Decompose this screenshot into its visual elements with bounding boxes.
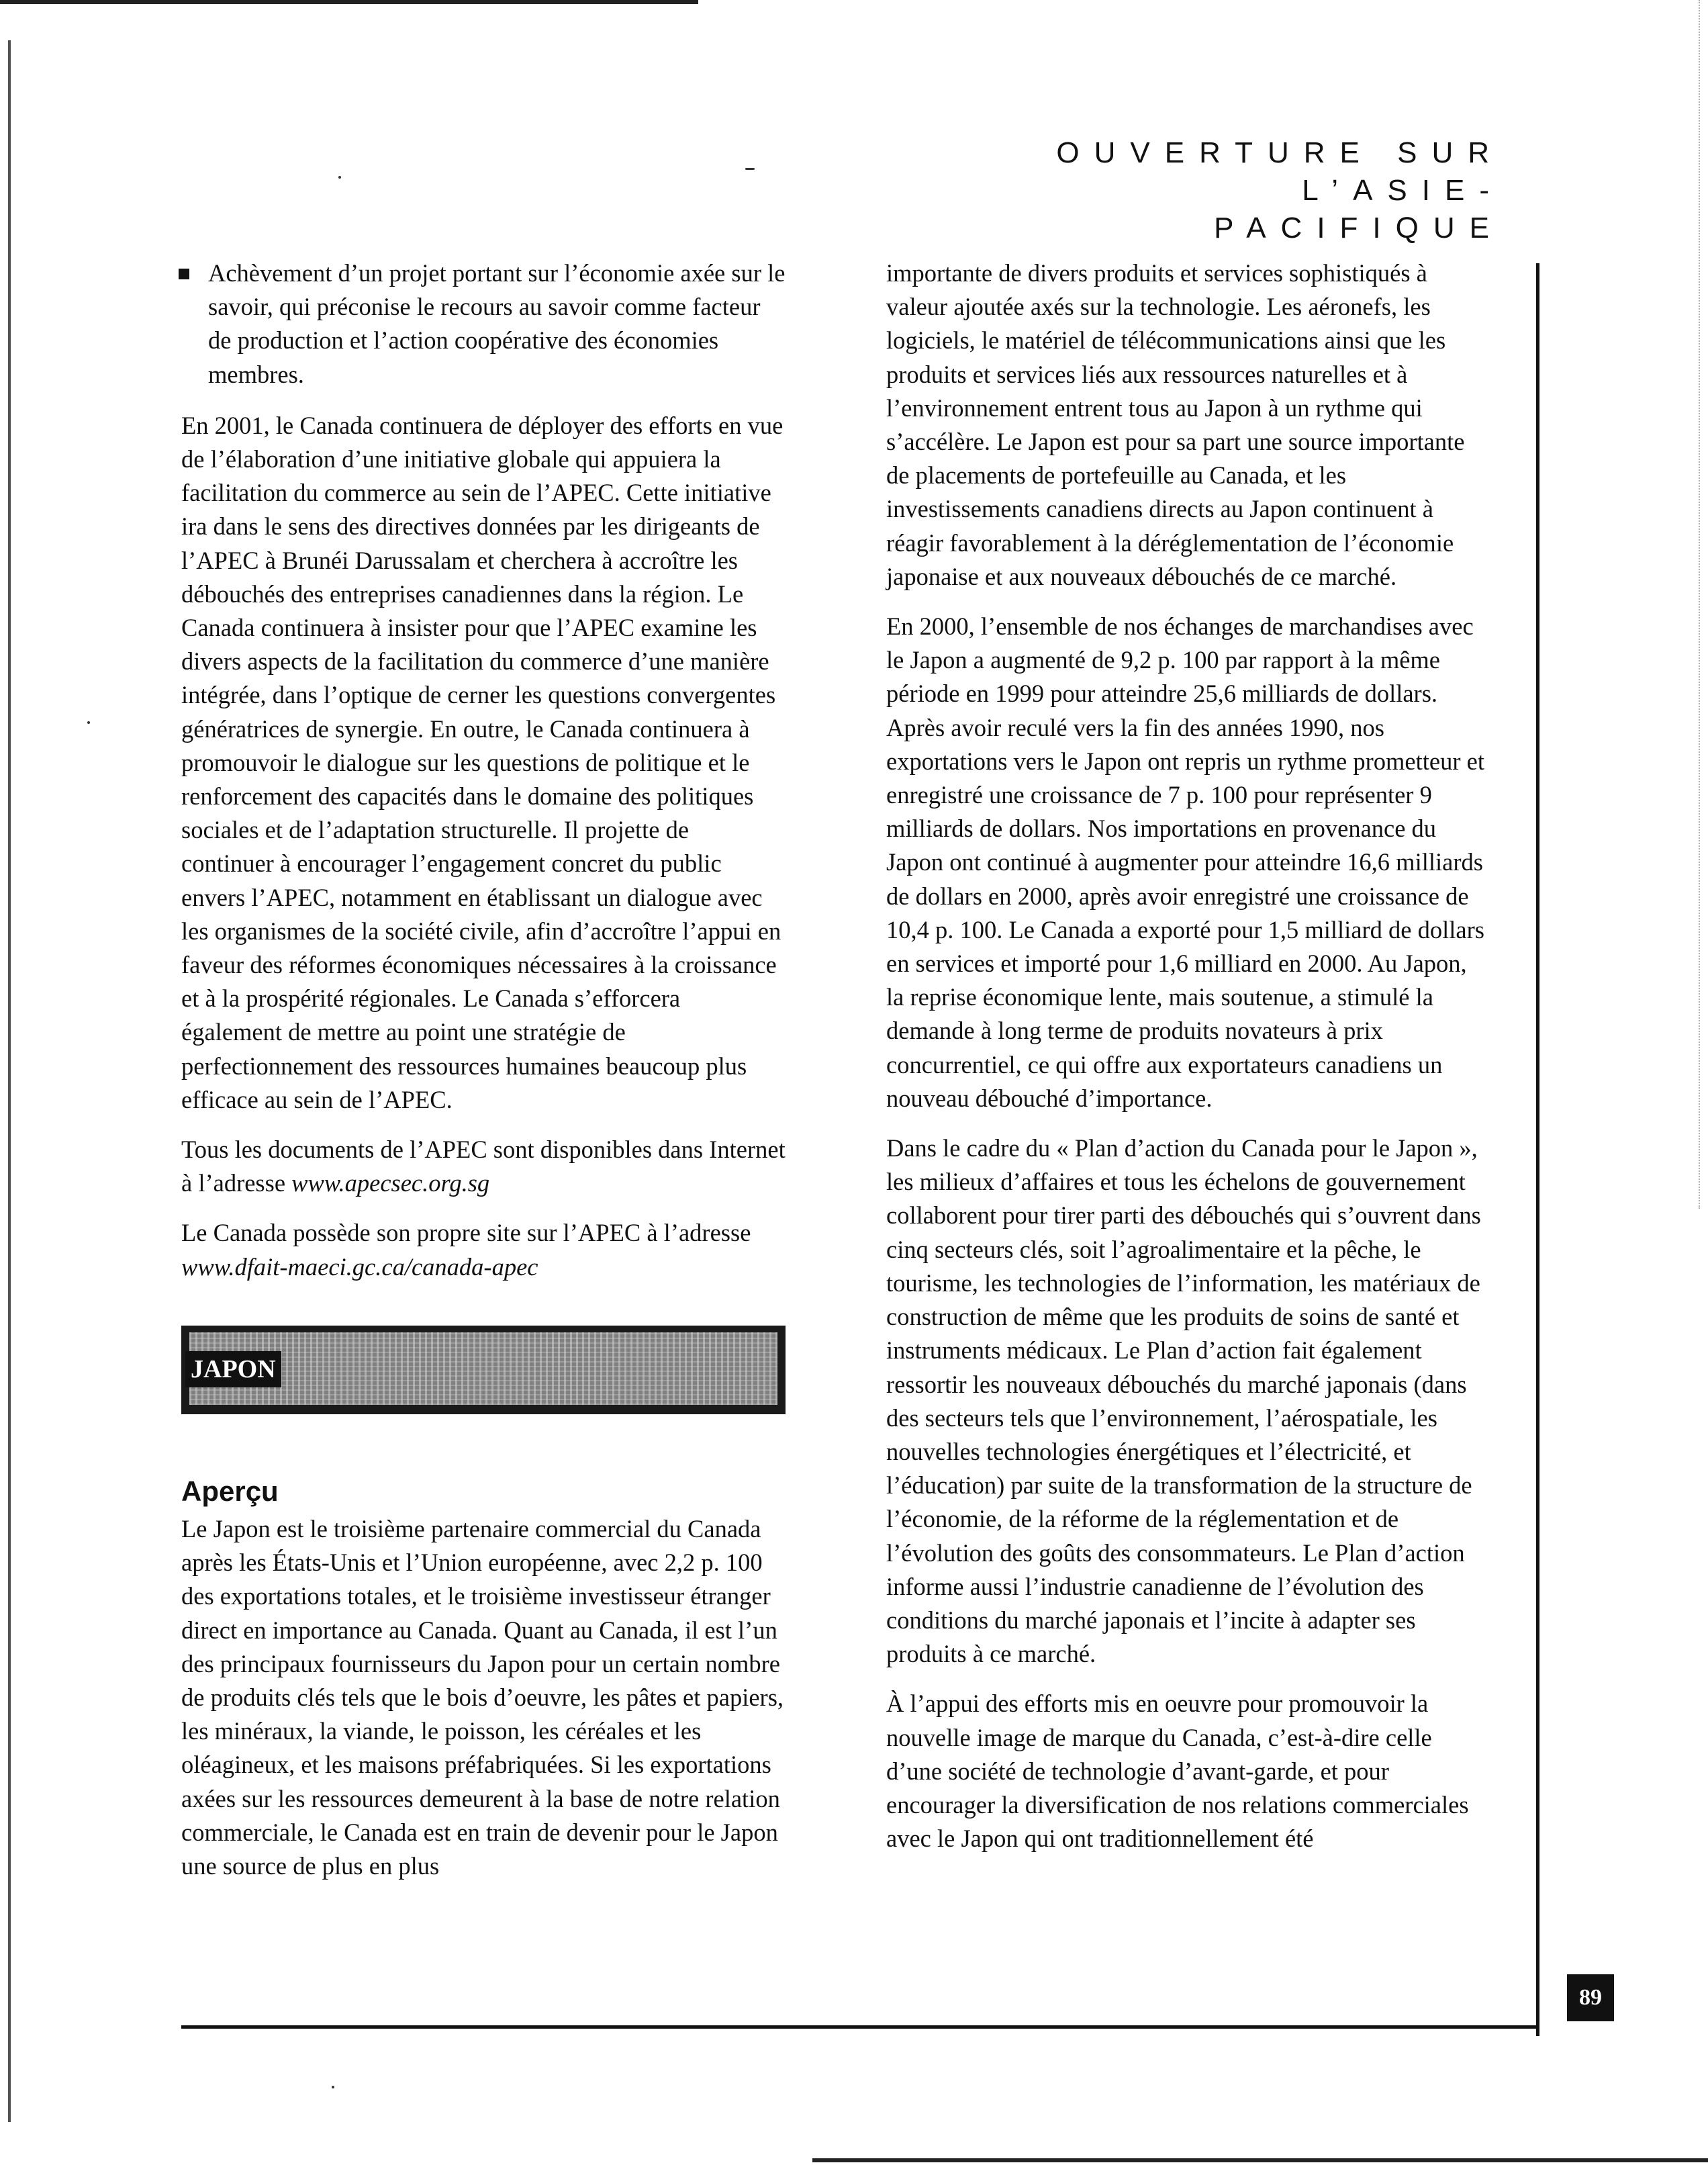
running-header	[1047, 134, 1504, 247]
square-bullet-icon	[179, 269, 189, 279]
paragraph: En 2001, le Canada continuera de déployer des efforts en vue de l’élaboration d’une initiative globale qui appuiera la facilitation du commerce au sein de l’APEC. Cette initiative ira dans le sens des directives données par les dirigeants de l’APEC à Brunéi Darussalam et cherchera à accroître les débouchés des entreprises canadiennes dans la région. Le Canada continuera à insister pour que l’APEC examine les divers aspects de la facilitation du commerce d’une manière intégrée, dans l’optique de cerner les questions convergentes génératrices de synergie. En outre, le Canada continuera à promouvoir le dialogue sur les questions de politique et le renforcement des capacités dans le domaine des politiques sociales et de l’adaptation structurelle. Il projette de continuer à encourager l’engagement concret du public envers l’APEC, notamment en établissant un dialogue avec les organismes de la société civile, afin d’accroître l’appui en faveur des réformes économiques nécessaires à la croissance et à la prospérité régionales. Le Canada s’efforcera également de mettre au point une stratégie de perfectionnement des ressources humaines beaucoup plus efficace au sein de l’APEC.	[181, 411, 784, 1113]
scan-speck	[87, 721, 90, 724]
paragraph	[181, 1133, 786, 1200]
paragraph: Dans le cadre du « Plan d’action du Canada pour le Japon », les milieux d’affaires et tous les échelons de gouvernement collaborent pour tirer parti des débouchés qui s’ouvrent dans cinq secteurs clés, soit l’agroalimentaire et la pêche, le tourisme, les technologies de l’information, les matériaux de construction de même que les produits de soins de santé et instruments médicaux. Le Plan d’action fait également ressortir les nouveaux débouchés du marché japonais (dans des secteurs tels que l’environnement, l’aérospatiale, les nouvelles technologies énergétiques et l’électricité, et l’éducation) par suite de la transformation de la structure de l’économie, de la réforme de la réglementation et de l’évolution des goûts des consommateurs. Le Plan d’action informe aussi l’industrie canadienne de l’évolution des conditions du marché japonais et l’incite à adapter ses produits à ce marché.	[886, 1134, 1481, 1668]
paragraph-text: Tous les documents de l’APEC sont disponibles dans Internet à l’adresse	[181, 1136, 786, 1197]
left-column	[181, 257, 786, 1899]
scan-edge-right	[1699, 0, 1701, 1209]
scan-speck	[338, 176, 341, 179]
bullet-text: Achèvement d’un projet portant sur l’économie axée sur le savoir, qui préconise le recours au savoir comme facteur de production et l’action coopérative des économies membres.	[208, 259, 786, 388]
bullet-item	[181, 257, 786, 391]
paragraph: En 2000, l’ensemble de nos échanges de marchandises avec le Japon a augmenté de 9,2 p. 100 par rapport à la même période en 1999 pour atteindre 25,6 milliards de dollars. Après avoir reculé vers la fin des années 1990, nos exportations vers le Japon ont repris un rythme prometteur et enregistré une croissance de 7 p. 100 pour représenter 9 milliards de dollars. Nos importations en provenance du Japon ont continué à augmenter pour atteindre 16,6 milliards de dollars en 2000, après avoir enregistré une croissance de 10,4 p. 100. Le Canada a exporté pour 1,5 milliard de dollars en services et importé pour 1,6 milliard en 2000. Au Japon, la reprise économique lente, mais soutenue, a stimulé la demande à long terme de produits novateurs à prix concurrentiel, ce qui offre aux exportateurs canadiens un nouveau débouché d’importance.	[886, 612, 1484, 1112]
section-banner-label: JAPON	[185, 1351, 281, 1387]
page-number: 89	[1567, 1974, 1614, 2021]
paragraph: Le Japon est le troisième partenaire commercial du Canada après les États-Unis et l’Union européenne, avec 2,2 p. 100 des exportations totales, et le troisième investisseur étranger direct en importance au Canada. Quant au Canada, il est l’un des principaux fournisseurs du Japon pour un certain nombre de produits clés tels que le bois d’oeuvre, les pâtes et papiers, les minéraux, la viande, le poisson, les céréales et les oléagineux, et les maisons préfabriquées. Si les exportations axées sur les ressources demeurent à la base de notre relation commerciale, le Canada est en train de devenir pour le Japon une source de plus en plus	[181, 1514, 784, 1880]
apec-url-link[interactable]: www.apecsec.org.sg	[291, 1169, 490, 1197]
canada-apec-url-link[interactable]: www.dfait-maeci.gc.ca/canada-apec	[181, 1252, 538, 1281]
section-heading: Aperçu	[181, 1475, 279, 1507]
paragraph: À l’appui des efforts mis en oeuvre pour promouvoir la nouvelle image de marque du Canada, c’est-à-dire celle d’une société de technologie d’avant-garde, et pour encourager la diversification de nos relations commerciales avec le Japon qui ont traditionnellement été	[886, 1690, 1469, 1853]
scan-edge-bottom	[812, 2158, 1708, 2162]
paragraph: importante de divers produits et services sophistiqués à valeur ajoutée axés sur la technologie. Les aéronefs, les logiciels, le matériel de télécommunications ainsi que les produits et services liés aux ressources naturelles et à l’environnement entrent tous au Japon à un rythme qui s’accélère. Le Japon est pour sa part une source importante de placements de portefeuille au Canada, et les investissements canadiens directs au Japon continuent à réagir favorablement à la déréglementation de l’économie japonaise et aux nouveaux débouchés de ce marché.	[886, 259, 1465, 590]
bottom-rule	[181, 2025, 1539, 2029]
right-column	[886, 257, 1490, 1872]
running-header-line-1: OUVERTURE SUR	[1056, 136, 1504, 169]
scan-speck	[745, 168, 755, 170]
paragraph-text: Le Canada possède son propre site sur l’APEC à l’adresse	[181, 1219, 751, 1247]
scan-edge-top	[0, 0, 698, 4]
section-banner	[181, 1326, 786, 1414]
vertical-rule	[1536, 263, 1539, 2036]
scan-edge-left	[8, 40, 11, 2122]
scan-speck	[332, 2086, 334, 2088]
paragraph	[181, 1216, 786, 1283]
running-header-line-2: L’ASIE-PACIFIQUE	[1214, 174, 1504, 244]
